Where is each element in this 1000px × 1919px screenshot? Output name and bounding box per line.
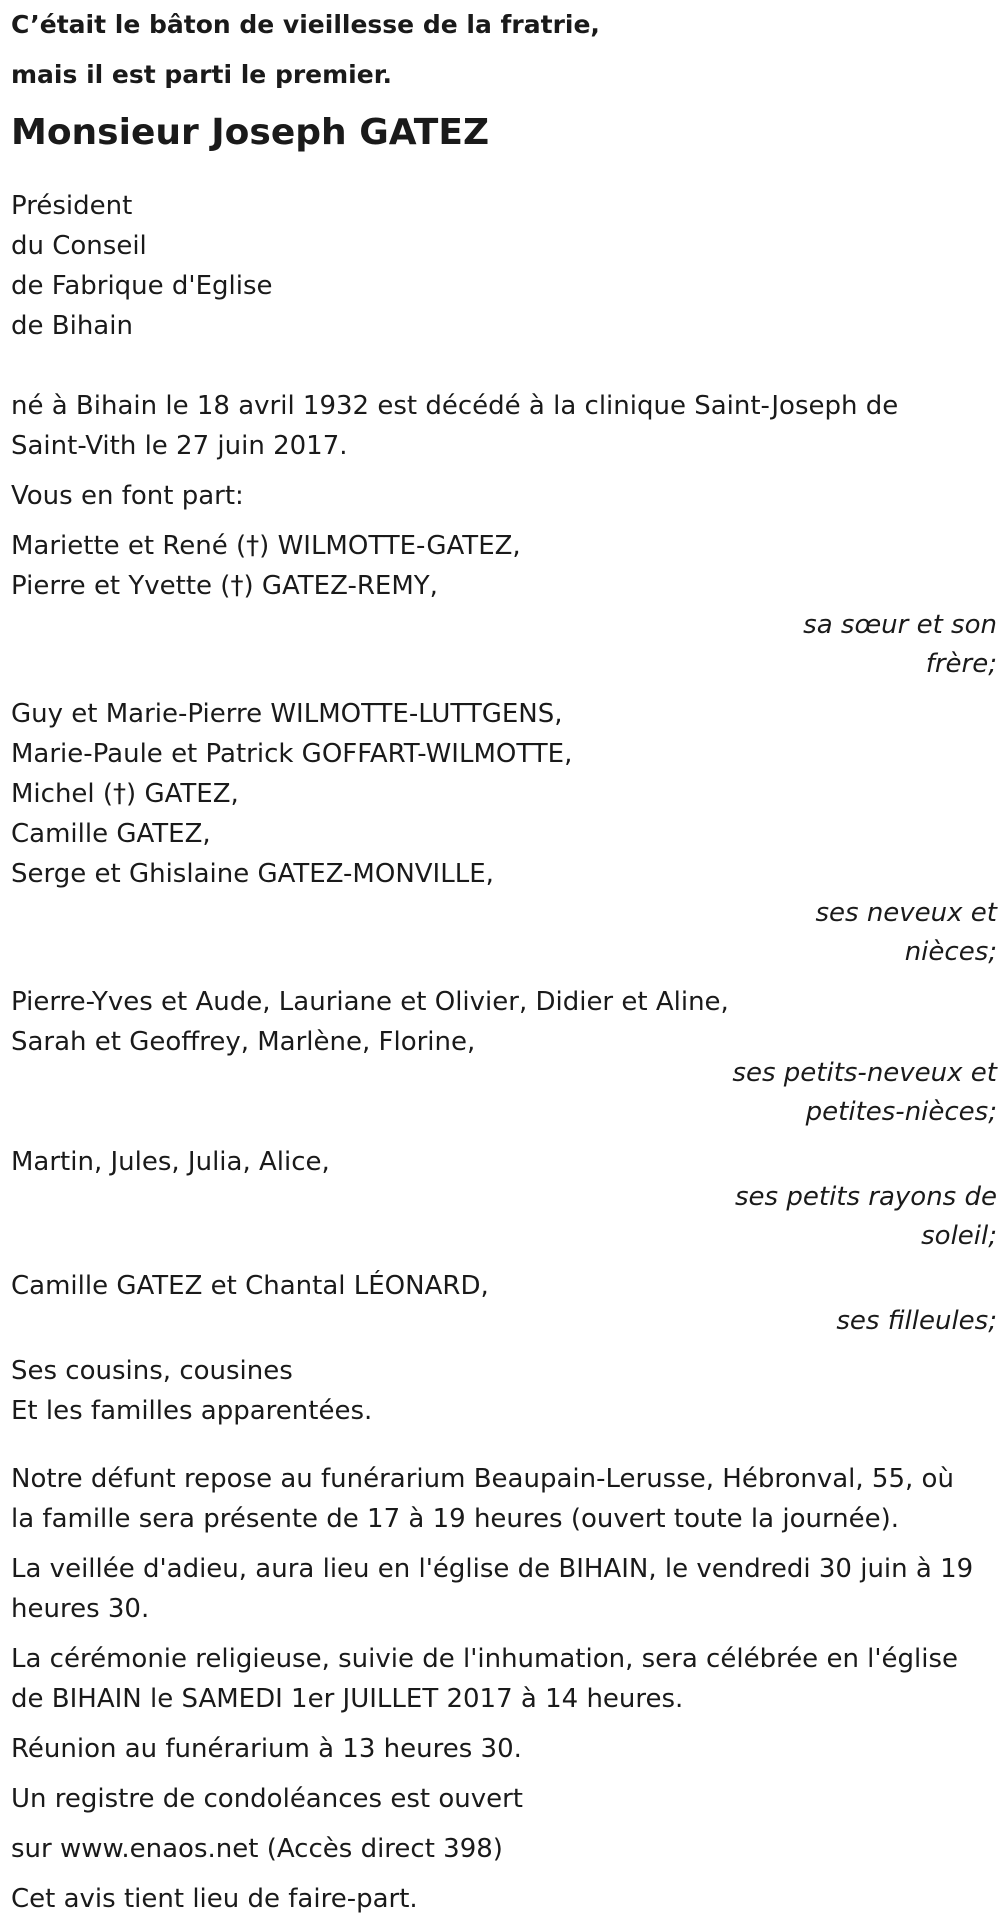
relation-label [11, 1302, 997, 1341]
info-line: de BIHAIN le SAMEDI 1er JUILLET 2017 à 14 heures. [11, 1684, 684, 1714]
titles [11, 186, 997, 346]
relation-line: ses petits-neveux et [732, 1058, 997, 1088]
family-names: Marie-Paule et Patrick GOFFART-WILMOTTE, [11, 739, 573, 769]
title-line: du Conseil [11, 231, 147, 261]
funeral-info [11, 1459, 997, 1919]
relation-line: soleil; [921, 1221, 997, 1251]
birth-death-line: Saint-Vith le 27 juin 2017. [11, 431, 348, 461]
announce: Vous en font part: [11, 481, 244, 511]
family-group [11, 694, 997, 972]
info-line: Réunion au funérarium à 13 heures 30. [11, 1734, 522, 1764]
birth-death [11, 386, 997, 466]
family-group [11, 982, 997, 1132]
info-paragraph [11, 1549, 997, 1629]
relation-line: petites-nièces; [805, 1097, 997, 1127]
family-names: Martin, Jules, Julia, Alice, [11, 1147, 330, 1177]
obituary-notice [11, 0, 997, 1919]
relation-label [11, 894, 997, 972]
relation-label [11, 606, 997, 684]
info-line: La veillée d'adieu, aura lieu en l'église de BIHAIN, le vendredi 30 juin à 19 [11, 1554, 974, 1584]
family-group [11, 526, 997, 684]
info-paragraph [11, 1879, 997, 1919]
family-names: Pierre et Yvette (†) GATEZ-REMY, [11, 571, 438, 601]
title-line: de Fabrique d'Eglise [11, 271, 273, 301]
info-paragraph [11, 1829, 997, 1869]
relation-label [11, 1054, 997, 1132]
intro-line: mais il est parti le premier. [11, 60, 392, 89]
family-names: Michel (†) GATEZ, [11, 779, 239, 809]
family-names: Guy et Marie-Pierre WILMOTTE-LUTTGENS, [11, 699, 563, 729]
closing-family [11, 1351, 997, 1431]
info-line: Cet avis tient lieu de faire-part. [11, 1884, 418, 1914]
deceased-name: Monsieur Joseph GATEZ [11, 112, 490, 153]
relation-line: ses petits rayons de [735, 1182, 997, 1212]
intro-line: C’était le bâton de vieillesse de la fratrie, [11, 10, 600, 39]
relation-label [11, 1178, 997, 1256]
relation-line: sa sœur et son [803, 610, 997, 640]
family-group [11, 1142, 997, 1256]
info-line: Un registre de condoléances est ouvert [11, 1784, 523, 1814]
intro-quote [11, 0, 997, 100]
relation-line: frère; [925, 649, 997, 679]
relation-line: nièces; [904, 937, 997, 967]
title-line: de Bihain [11, 311, 133, 341]
family-names: Pierre-Yves et Aude, Lauriane et Olivier, Didier et Aline, [11, 987, 729, 1017]
relation-line: ses neveux et [815, 898, 997, 928]
info-line: heures 30. [11, 1594, 150, 1624]
family-group [11, 1266, 997, 1341]
family-names: Camille GATEZ et Chantal LÉONARD, [11, 1271, 489, 1301]
info-line: la famille sera présente de 17 à 19 heures (ouvert toute la journée). [11, 1504, 900, 1534]
birth-death-line: né à Bihain le 18 avril 1932 est décédé à la clinique Saint-Joseph de [11, 391, 899, 421]
info-line: sur www.enaos.net (Accès direct 398) [11, 1834, 503, 1864]
title-line: Président [11, 191, 133, 221]
family-names: Serge et Ghislaine GATEZ-MONVILLE, [11, 859, 494, 889]
family-names: Mariette et René (†) WILMOTTE-GATEZ, [11, 531, 521, 561]
family-names: Sarah et Geoffrey, Marlène, Florine, [11, 1027, 476, 1057]
info-line: La cérémonie religieuse, suivie de l'inhumation, sera célébrée en l'église [11, 1644, 959, 1674]
info-paragraph [11, 1779, 997, 1819]
info-paragraph [11, 1639, 997, 1719]
spacer [11, 1431, 997, 1459]
info-line: Notre défunt repose au funérarium Beaupain-Lerusse, Hébronval, 55, où [11, 1464, 954, 1494]
info-paragraph [11, 1729, 997, 1769]
closing-family-line: Et les familles apparentées. [11, 1396, 373, 1426]
closing-family-line: Ses cousins, cousines [11, 1356, 293, 1386]
spacer [11, 346, 997, 386]
family-names: Camille GATEZ, [11, 819, 211, 849]
relation-line: ses filleules; [836, 1306, 997, 1336]
info-paragraph [11, 1459, 997, 1539]
